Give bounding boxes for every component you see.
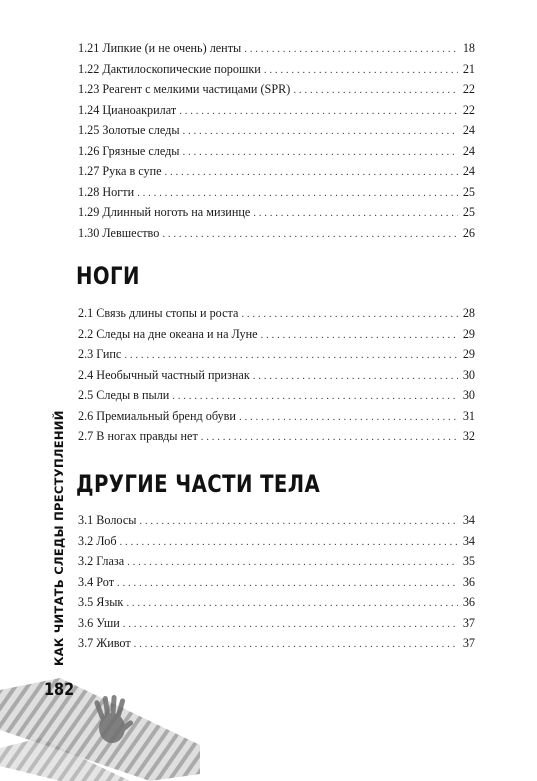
toc-entry-page: 22 [462,102,475,117]
toc-entry[interactable] [78,182,475,203]
toc-entry-page: 30 [462,388,475,402]
leader-dots [117,573,458,594]
leader-dots [293,80,458,101]
toc-entry-label: 3.4 Рот [78,574,115,589]
leader-dots [162,224,458,245]
toc-entry-label: 3.5 Язык [78,595,124,609]
toc-entry-label: 1.23 Реагент с мелкими частицами (SPR) [78,82,291,96]
leader-dots [201,427,458,448]
toc-entry[interactable] [78,59,475,80]
toc-entry-label: 1.30 Левшество [78,225,160,240]
toc-entry-page: 37 [462,636,475,650]
leader-dots [127,552,458,573]
toc-entry[interactable] [78,531,475,552]
toc-entry[interactable] [78,79,475,100]
toc-entry[interactable] [78,324,475,345]
toc-entry-page: 28 [462,306,475,320]
leader-dots [134,634,458,655]
toc-entry[interactable] [78,38,475,59]
toc-entry-label: 1.22 Дактилоскопические порошки [78,61,261,76]
leader-dots [124,345,458,366]
toc-entry-label: 2.4 Необычный частный признак [78,367,250,382]
toc-entry[interactable] [78,303,475,324]
toc-entry-label: 2.2 Следы на дне океана и на Луне [78,326,258,341]
toc-entry-page: 34 [462,533,475,548]
leader-dots [261,325,458,346]
toc-entry-page: 25 [462,184,475,199]
toc-entry[interactable] [78,100,475,121]
toc-section-1 [78,38,475,243]
leader-dots [179,101,458,122]
toc-entry-label: 3.1 Волосы [78,513,137,527]
toc-entry-label: 2.3 Гипс [78,347,122,361]
toc-entry[interactable] [78,120,475,141]
toc-entry-label: 2.7 В ногах правды нет [78,429,198,443]
toc-entry-page: 32 [462,429,475,443]
toc-entry-page: 22 [462,82,475,96]
toc-entry[interactable] [78,385,475,406]
toc-entry[interactable] [78,202,475,223]
toc-entry-label: 1.28 Ногти [78,184,135,199]
leader-dots [253,203,458,224]
toc-entry-label: 1.29 Длинный ноготь на мизинце [78,205,251,219]
section-heading-other-body-parts: ДРУГИЕ ЧАСТИ ТЕЛА [76,470,321,498]
running-head-book-title: КАК ЧИТАТЬ СЛЕДЫ ПРЕСТУПЛЕНИЙ [52,410,66,666]
toc-entry-label: 3.2 Глаза [78,554,125,568]
toc-entry[interactable] [78,592,475,613]
toc-entry[interactable] [78,633,475,654]
page-number: 182 [44,680,75,700]
toc-entry-label: 3.6 Уши [78,615,120,630]
toc-entry-page: 25 [462,205,475,219]
leader-dots [120,532,458,553]
leader-dots [244,39,458,60]
leader-dots [264,60,458,81]
toc-entry-label: 2.1 Связь длины стопы и роста [78,306,239,320]
toc-entry[interactable] [78,551,475,572]
toc-entry-page: 29 [462,347,475,361]
toc-entry-page: 18 [462,41,475,55]
toc-entry[interactable] [78,141,475,162]
toc-entry-page: 24 [462,164,475,178]
section-heading-nogi: НОГИ [76,262,140,290]
leader-dots [182,142,458,163]
toc-entry-label: 3.7 Живот [78,636,131,650]
toc-entry-page: 24 [462,143,475,158]
leader-dots [253,366,458,387]
toc-entry-page: 21 [462,61,475,76]
toc-section-3 [78,510,475,654]
leader-dots [139,511,458,532]
toc-section-2 [78,303,475,447]
toc-entry-page: 36 [462,574,475,589]
toc-entry-page: 29 [462,326,475,341]
leader-dots [239,407,458,428]
handprint-on-crime-scene-tape-icon [0,670,200,781]
toc-entry-page: 36 [462,595,475,609]
leader-dots [123,614,458,635]
toc-entry-page: 35 [462,554,475,568]
toc-entry[interactable] [78,344,475,365]
toc-entry-label: 1.27 Рука в супе [78,164,162,178]
toc-entry-label: 1.21 Липкие (и не очень) ленты [78,41,242,55]
toc-entry-page: 26 [462,225,475,240]
leader-dots [172,386,458,407]
leader-dots [183,121,458,142]
toc-entry-page: 24 [462,123,475,137]
toc-entry-label: 2.5 Следы в пыли [78,388,170,402]
toc-entry[interactable] [78,510,475,531]
toc-entry[interactable] [78,365,475,386]
toc-entry-label: 1.24 Цианоакрилат [78,102,177,117]
toc-entry-page: 31 [462,408,475,423]
toc-entry-label: 2.6 Премиальный бренд обуви [78,408,236,423]
toc-entry[interactable] [78,223,475,244]
toc-entry[interactable] [78,613,475,634]
toc-entry[interactable] [78,572,475,593]
toc-entry-label: 1.25 Золотые следы [78,123,180,137]
toc-entry-page: 37 [462,615,475,630]
toc-entry-page: 34 [462,513,475,527]
toc-entry-page: 30 [462,367,475,382]
toc-entry-label: 3.2 Лоб [78,533,117,548]
leader-dots [241,304,458,325]
toc-entry-label: 1.26 Грязные следы [78,143,180,158]
leader-dots [126,593,458,614]
toc-entry[interactable] [78,161,475,182]
toc-entry[interactable] [78,426,475,447]
toc-entry[interactable] [78,406,475,427]
leader-dots [137,183,458,204]
leader-dots [165,162,458,183]
